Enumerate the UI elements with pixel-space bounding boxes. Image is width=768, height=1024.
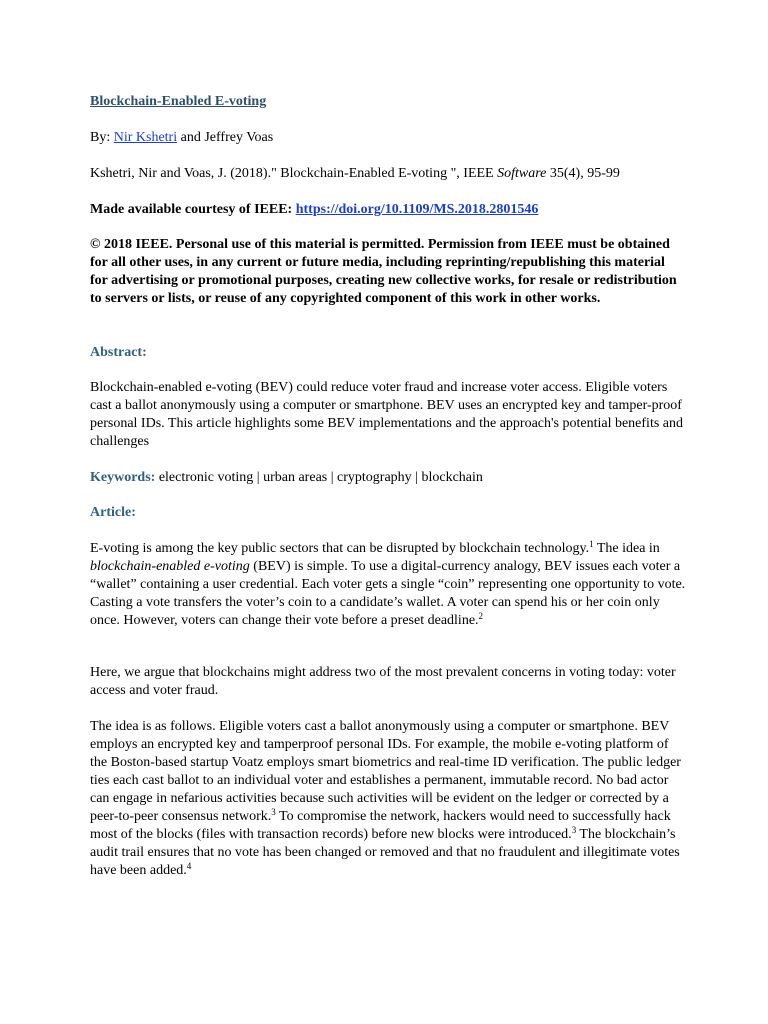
- p1-text-b: The idea in: [593, 541, 660, 556]
- p1-text-c: (BEV) is simple. To use a digital-currency analogy, BEV issues each voter a “wallet” containing a user credential. Each voter gets a single “coin” representing one opportunity to vote. Casting a vote transfers the voter’s coin to a candidate’s wallet. A voter can spend his or her coin only once. However, voters can change their vote before a preset deadline.: [90, 559, 686, 628]
- author-line: [90, 129, 686, 147]
- citation-after: 35(4), 95-99: [546, 166, 620, 181]
- article-paragraph-1: [90, 540, 686, 630]
- copyright-notice: © 2018 IEEE. Personal use of this material is permitted. Permission from IEEE must be obtained for all other uses, in any current or future media, including reprinting/republishing this material for advertising or promotional purposes, creating new collective works, for resale or redistribution to servers or lists, or reuse of any copyrighted component of this work in other works.: [90, 237, 677, 306]
- keywords-label: Keywords:: [90, 470, 156, 485]
- abstract-text: Blockchain-enabled e-voting (BEV) could reduce voter fraud and increase voter access. Eligible voters cast a ballot anonymously using a computer or smartphone. BEV uses an encrypted key and tamper-proof personal IDs. This article highlights some BEV implementations and the approach's potential benefits and challenges: [90, 380, 683, 449]
- author-link-nir-kshetri[interactable]: Nir Kshetri: [113, 130, 178, 145]
- citation: [90, 165, 686, 183]
- p3-text-b: To compromise the network, hackers would need to successfully hack most of the blocks (files with transaction records) before new blocks were introduced.: [90, 809, 671, 842]
- citation-journal: Software: [497, 166, 547, 181]
- availability-label: Made available courtesy of IEEE:: [90, 202, 296, 217]
- p1-text-a: E-voting is among the key public sectors that can be disrupted by blockchain technology.: [90, 541, 590, 556]
- footnote-ref-3b[interactable]: 3: [571, 825, 577, 835]
- article-heading: Article:: [90, 505, 136, 520]
- footnote-ref-4[interactable]: 4: [186, 861, 192, 871]
- p1-emphasis: blockchain-enabled e-voting: [90, 559, 250, 574]
- author-joiner: and Jeffrey Voas: [177, 130, 274, 145]
- keywords-text: electronic voting | urban areas | cryptography | blockchain: [155, 470, 483, 485]
- document-title[interactable]: Blockchain-Enabled E-voting: [90, 94, 267, 109]
- article-paragraph-3: [90, 718, 686, 880]
- article-paragraph-2: Here, we argue that blockchains might address two of the most prevalent concerns in voting today: voter access and voter fraud.: [90, 665, 676, 698]
- footnote-ref-3a[interactable]: 3: [271, 807, 276, 817]
- keywords-line: [90, 469, 686, 487]
- availability-line: [90, 201, 686, 219]
- p3-text-a: The idea is as follows. Eligible voters cast a ballot anonymously using a computer or smartphone. BEV employs an encrypted key and tamperproof personal IDs. For example, the mobile e-voting platform of the Boston-based startup Voatz employs smart biometrics and real-time ID verification. The public ledger ties each cast ballot to an individual voter and establishes a permanent, immutable record. No bad actor can engage in nefarious activities because such activities will be evident on the ledger or corrected by a peer-to-peer consensus network.: [90, 719, 681, 824]
- footnote-ref-1[interactable]: 1: [589, 539, 594, 549]
- doi-link[interactable]: https://doi.org/10.1109/MS.2018.2801546: [295, 202, 539, 217]
- author-prefix: By:: [90, 130, 114, 145]
- p3-text-c: The blockchain’s audit trail ensures that no vote has been changed or removed and that no fraudulent and illegitimate votes have been added.: [90, 827, 680, 878]
- footnote-ref-2[interactable]: 2: [478, 611, 484, 621]
- citation-before: Kshetri, Nir and Voas, J. (2018)." Blockchain-Enabled E-voting ", IEEE: [90, 166, 498, 181]
- abstract-heading: Abstract:: [90, 345, 147, 360]
